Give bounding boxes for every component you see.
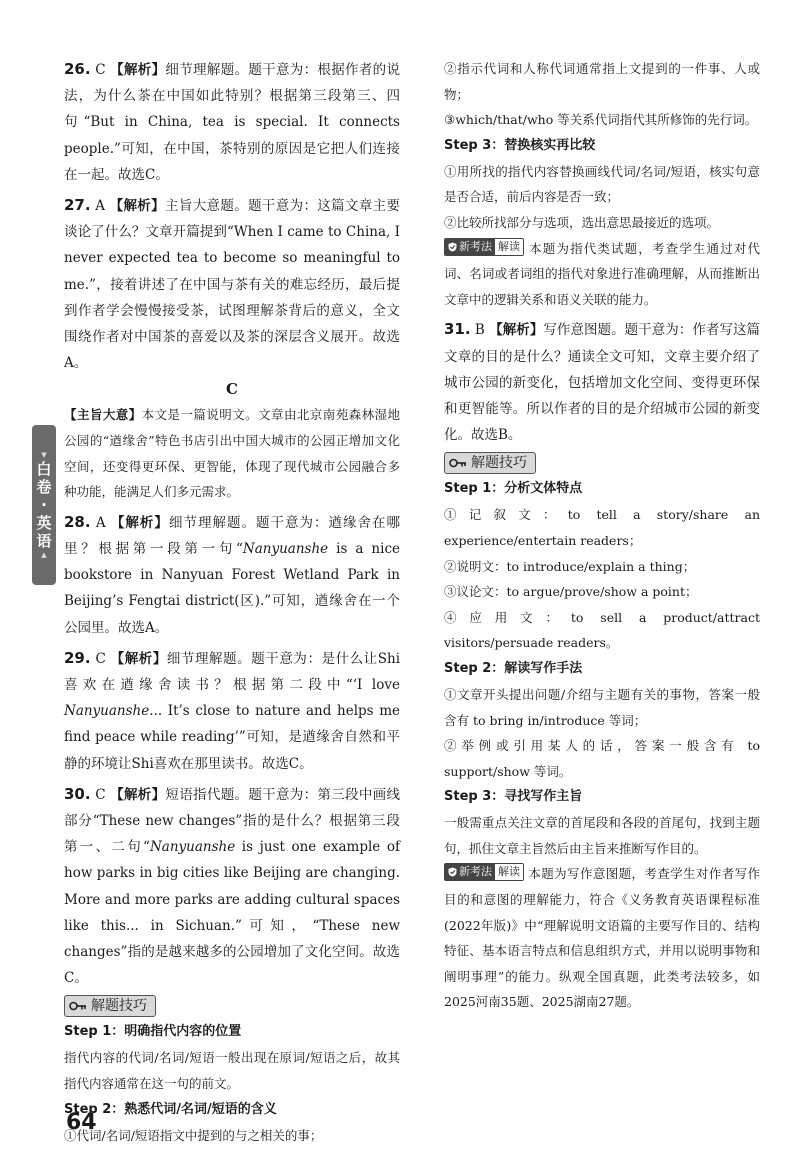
analysis-tag: 【解析】 bbox=[110, 62, 166, 78]
answer-letter: C bbox=[95, 650, 106, 667]
key-icon bbox=[69, 1000, 87, 1012]
answer-text: 短语指代题。题干意为：第三段中画线部分“These new changes”指的是什么？根据第三段第一、二句“ bbox=[64, 786, 401, 856]
side-tab-char: 语 bbox=[36, 532, 52, 550]
shield-check-icon bbox=[448, 242, 457, 252]
triangle-down-icon: ▼ bbox=[41, 451, 47, 459]
main-idea-label: 【主旨大意】 bbox=[64, 407, 142, 423]
step-title: Step 1：分析文体特点 bbox=[444, 481, 583, 497]
exam-note bbox=[444, 861, 760, 1015]
step-item: ②举例或引用某人的话，答案一般含有 to support/show 等词。 bbox=[444, 738, 760, 779]
step-item: ③which/that/who 等关系代词指代其所修饰的先行词。 bbox=[444, 112, 758, 128]
answer-30 bbox=[64, 781, 400, 992]
answer-31 bbox=[444, 316, 760, 448]
step-title: Step 3：寻找写作主旨 bbox=[444, 789, 583, 805]
step-item: ②指示代词和人称代词通常指上文提到的一件事、人或物； bbox=[444, 61, 760, 102]
side-tab-char: · bbox=[41, 496, 47, 514]
tip-badge bbox=[444, 452, 536, 474]
step-title: Step 1：明确指代内容的位置 bbox=[64, 1024, 242, 1040]
side-tab-char: 英 bbox=[36, 514, 52, 532]
side-tab bbox=[32, 425, 56, 585]
step-text: 指代内容的代词/名词/短语一般出现在原词/短语之后，故其指代内容通常在这一句的前文。 bbox=[64, 1050, 400, 1092]
tip-badge-label: 解题技巧 bbox=[471, 455, 527, 472]
new-method-label: 新考法 bbox=[459, 239, 492, 253]
step-item: ①记叙文：to tell a story/share an experience/entertain readers； bbox=[444, 507, 760, 548]
question-number: 29. bbox=[64, 648, 91, 667]
answer-letter: A bbox=[95, 514, 106, 531]
step-title: Step 2：解读写作手法 bbox=[444, 660, 583, 676]
question-number: 30. bbox=[64, 784, 91, 803]
analysis-tag: 【解析】 bbox=[110, 786, 166, 803]
step-item: ①代词/名词/短语指文中提到的与之相关的事； bbox=[64, 1127, 323, 1143]
answer-text: 写作意图题。题干意为：作者写这篇文章的目的是什么？通读全文可知，文章主要介绍了城市公园的新变化，包括增加文化空间、变得更环保和更智能等。所以作者的目的是介绍城市公园的新变化。故选B。 bbox=[444, 322, 761, 444]
analysis-tag: 【解析】 bbox=[109, 198, 165, 215]
answer-letter: B bbox=[474, 322, 485, 339]
analysis-tag: 【解析】 bbox=[110, 514, 169, 531]
step-item: ②说明文：to introduce/explain a thing； bbox=[444, 558, 696, 574]
question-number: 28. bbox=[64, 512, 91, 531]
answer-text: is a nice bookstore in Nanyuan Forest Wetland Park in Beijing’s Fengtai district(区).”可知，遒缘舍在一个公园里。故选A。 bbox=[64, 541, 400, 636]
analysis-tag: 【解析】 bbox=[489, 322, 544, 339]
analysis-tag: 【解析】 bbox=[110, 650, 167, 667]
step-item: ①用所找的指代内容替换画线代词/名词/短语，核实句意是否合适，前后内容是否一致； bbox=[444, 163, 760, 205]
question-number: 31. bbox=[444, 320, 471, 339]
answer-text: 细节理解题。题干意为：遒缘舍在哪里？根据第一段第一句“ bbox=[64, 514, 400, 558]
new-method-badge bbox=[444, 238, 524, 256]
tip-badge bbox=[64, 995, 156, 1017]
main-idea-text: 本文是一篇说明文。文章由北京南苑森林湿地公园的“遒缘舍”特色书店引出中国大城市的公园正增加文化空间，还变得更环保、更智能，体现了现代城市公园融合多种功能，能满足人们多元需求。 bbox=[64, 407, 400, 500]
italic-term: Nanyuanshe bbox=[149, 839, 236, 856]
answer-text: 主旨大意题。题干意为：这篇文章主要谈论了什么？文章开篇提到“When I came to China, I never expected tea to become so meaningful to me.”，接着讲述了在中国与茶有关的难忘经历，最后提到作者学会慢慢接受茶，试图理解茶背后的意义，全文围绕作者对中国茶的喜爱以及茶的深层含义展开。故选A。 bbox=[64, 198, 401, 372]
main-idea bbox=[64, 402, 400, 504]
exam-note bbox=[444, 236, 760, 313]
answer-28 bbox=[64, 509, 400, 641]
answer-27 bbox=[64, 192, 400, 376]
step-item: ②比较所找部分与选项，选出意思最接近的选项。 bbox=[444, 214, 720, 230]
right-column bbox=[444, 56, 760, 1015]
new-method-badge bbox=[444, 863, 524, 881]
step-title: Step 2：熟悉代词/名词/短语的含义 bbox=[64, 1101, 277, 1117]
exam-note-text: 本题为指代类试题，考查学生通过对代词、名词或者词组的指代对象进行准确理解，从而推断出文章中的逻辑关系和语义关联的能力。 bbox=[444, 240, 760, 307]
answer-text: 细节理解题。题干意为：是什么让Shi喜欢在遒缘舍读书？根据第二段中“‘I love bbox=[64, 650, 401, 694]
answer-26 bbox=[64, 56, 400, 188]
step-item: ③议论文：to argue/prove/show a point； bbox=[444, 584, 698, 600]
answer-29 bbox=[64, 645, 400, 777]
tip-badge-label: 解题技巧 bbox=[91, 998, 147, 1015]
new-method-label: 新考法 bbox=[459, 865, 492, 879]
answer-letter: C bbox=[95, 786, 106, 803]
side-tab-char: 白 bbox=[36, 460, 52, 478]
triangle-up-icon: ▲ bbox=[41, 551, 47, 559]
answer-letter: A bbox=[95, 198, 105, 215]
answer-text: is just one example of how parks in big cities like Beijing are changing. More and more parks are adding cultural spaces like this... in Sichuan.”可知，“These new changes”指的是越来越多的公园增加了文化空间。故选C。 bbox=[64, 839, 400, 987]
side-tab-char: 卷 bbox=[36, 478, 52, 496]
answer-text: 细节理解题。题干意为：根据作者的说法，为什么茶在中国如此特别？根据第三段第三、四句“But in China, tea is special. It connects people.”可知，在中国，茶特别的原因是它把人们连接在一起。故选C。 bbox=[64, 62, 401, 183]
step-item: ④应用文：to sell a product/attract visitors/persuade readers。 bbox=[444, 609, 760, 651]
italic-term: Nanyuanshe bbox=[242, 541, 329, 558]
answer-text: ... It’s close to nature and helps me find peace while reading’”可知，是遒缘舍自然和平静的环境让Shi喜欢在那里读书。故选C。 bbox=[64, 703, 400, 772]
key-icon bbox=[449, 457, 467, 469]
step-text: 一般需重点关注文章的首尾段和各段的首尾句，找到主题句，抓住文章主旨然后由主旨来推断写作目的。 bbox=[444, 815, 760, 856]
left-column bbox=[64, 56, 400, 1148]
italic-term: Nanyuanshe bbox=[64, 703, 150, 720]
section-heading: C bbox=[226, 380, 238, 399]
page-number: 64 bbox=[66, 1110, 97, 1135]
interpret-label: 解读 bbox=[495, 239, 523, 255]
step-title: Step 3：替换核实再比较 bbox=[444, 137, 596, 153]
question-number: 26. bbox=[64, 60, 91, 78]
shield-check-icon bbox=[448, 867, 457, 877]
step-item: ①文章开头提出问题/介绍与主题有关的事物，答案一般含有 to bring in/introduce 等词； bbox=[444, 686, 760, 728]
question-number: 27. bbox=[64, 196, 91, 215]
exam-note-text: 本题为写作意图题，考查学生对作者写作目的和意图的理解能力，符合《义务教育英语课程标准(2022年版)》中“理解说明文语篇的主要写作目的、结构特征、基本语言特点和信息组织方式，并用以说明事物和阐明事理”的能力。纵观全国真题，此类考法较多，如2025河南35题、2025湖南27题。 bbox=[444, 866, 760, 1010]
answer-letter: C bbox=[95, 62, 106, 78]
interpret-label: 解读 bbox=[495, 864, 523, 880]
